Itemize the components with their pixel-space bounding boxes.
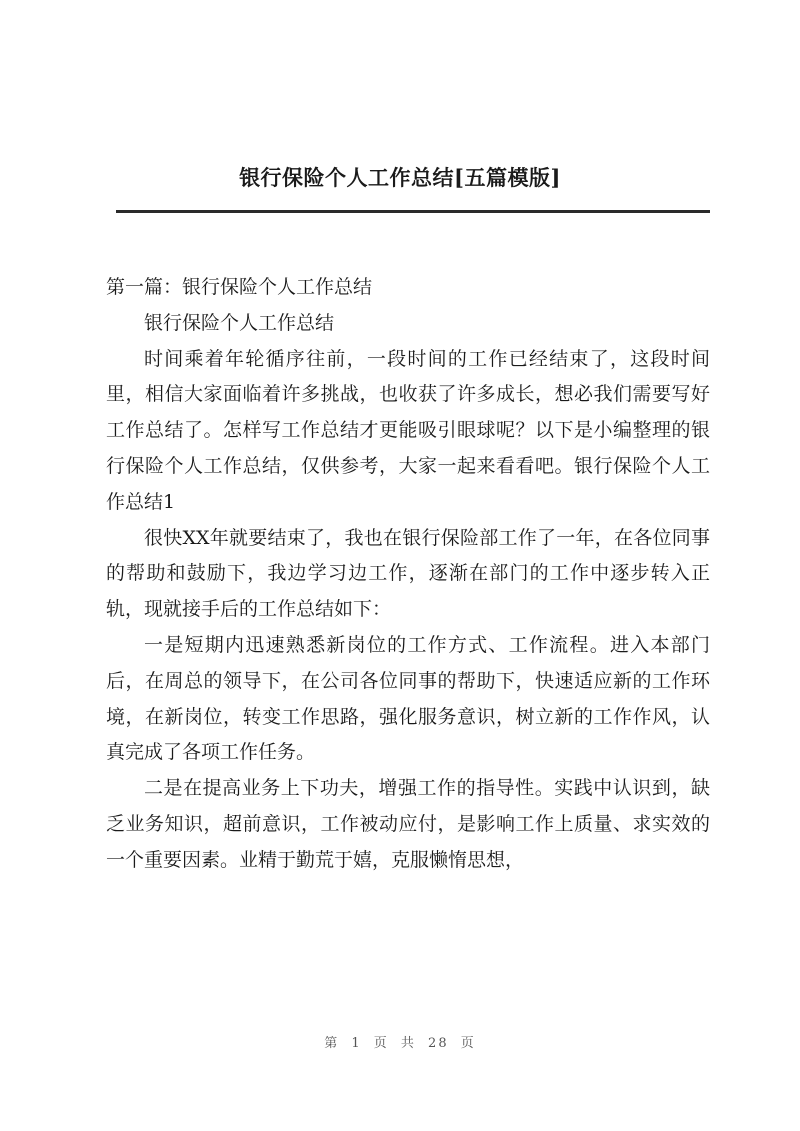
title-divider <box>116 210 710 213</box>
page-number-footer: 第 1 页 共 28 页 <box>324 1036 476 1051</box>
document-title: 银行保险个人工作总结[五篇模版] <box>239 165 561 190</box>
document-body <box>106 270 710 879</box>
section-heading: 第一篇：银行保险个人工作总结 <box>106 276 373 298</box>
body-paragraph: 二是在提高业务上下功夫，增强工作的指导性。实践中认识到，缺乏业务知识，超前意识，工作被动应付，是影响工作上质量、求实效的一个重要因素。业精于勤荒于嬉，克服懒惰思想， <box>106 777 710 871</box>
body-paragraph: 很快XX年就要结束了，我也在银行保险部工作了一年，在各位同事的帮助和鼓励下，我边学习边工作，逐渐在部门的工作中逐步转入正轨，现就接手后的工作总结如下： <box>106 526 710 621</box>
body-paragraph: 一是短期内迅速熟悉新岗位的工作方式、工作流程。进入本部门后，在周总的领导下，在公司各位同事的帮助下，快速适应新的工作环境，在新岗位，转变工作思路，强化服务意识，树立新的工作作风，认真完成了各项工作任务。 <box>106 633 710 764</box>
subheading: 银行保险个人工作总结 <box>144 311 335 334</box>
body-paragraph: 时间乘着年轮循序往前，一段时间的工作已经结束了，这段时间里，相信大家面临着许多挑战，也收获了许多成长，想必我们需要写好工作总结了。怎样写工作总结才更能吸引眼球呢？以下是小编整理的银行保险个人工作总结，仅供参考，大家一起来看看吧。银行保险个人工作总结1 <box>106 347 710 513</box>
